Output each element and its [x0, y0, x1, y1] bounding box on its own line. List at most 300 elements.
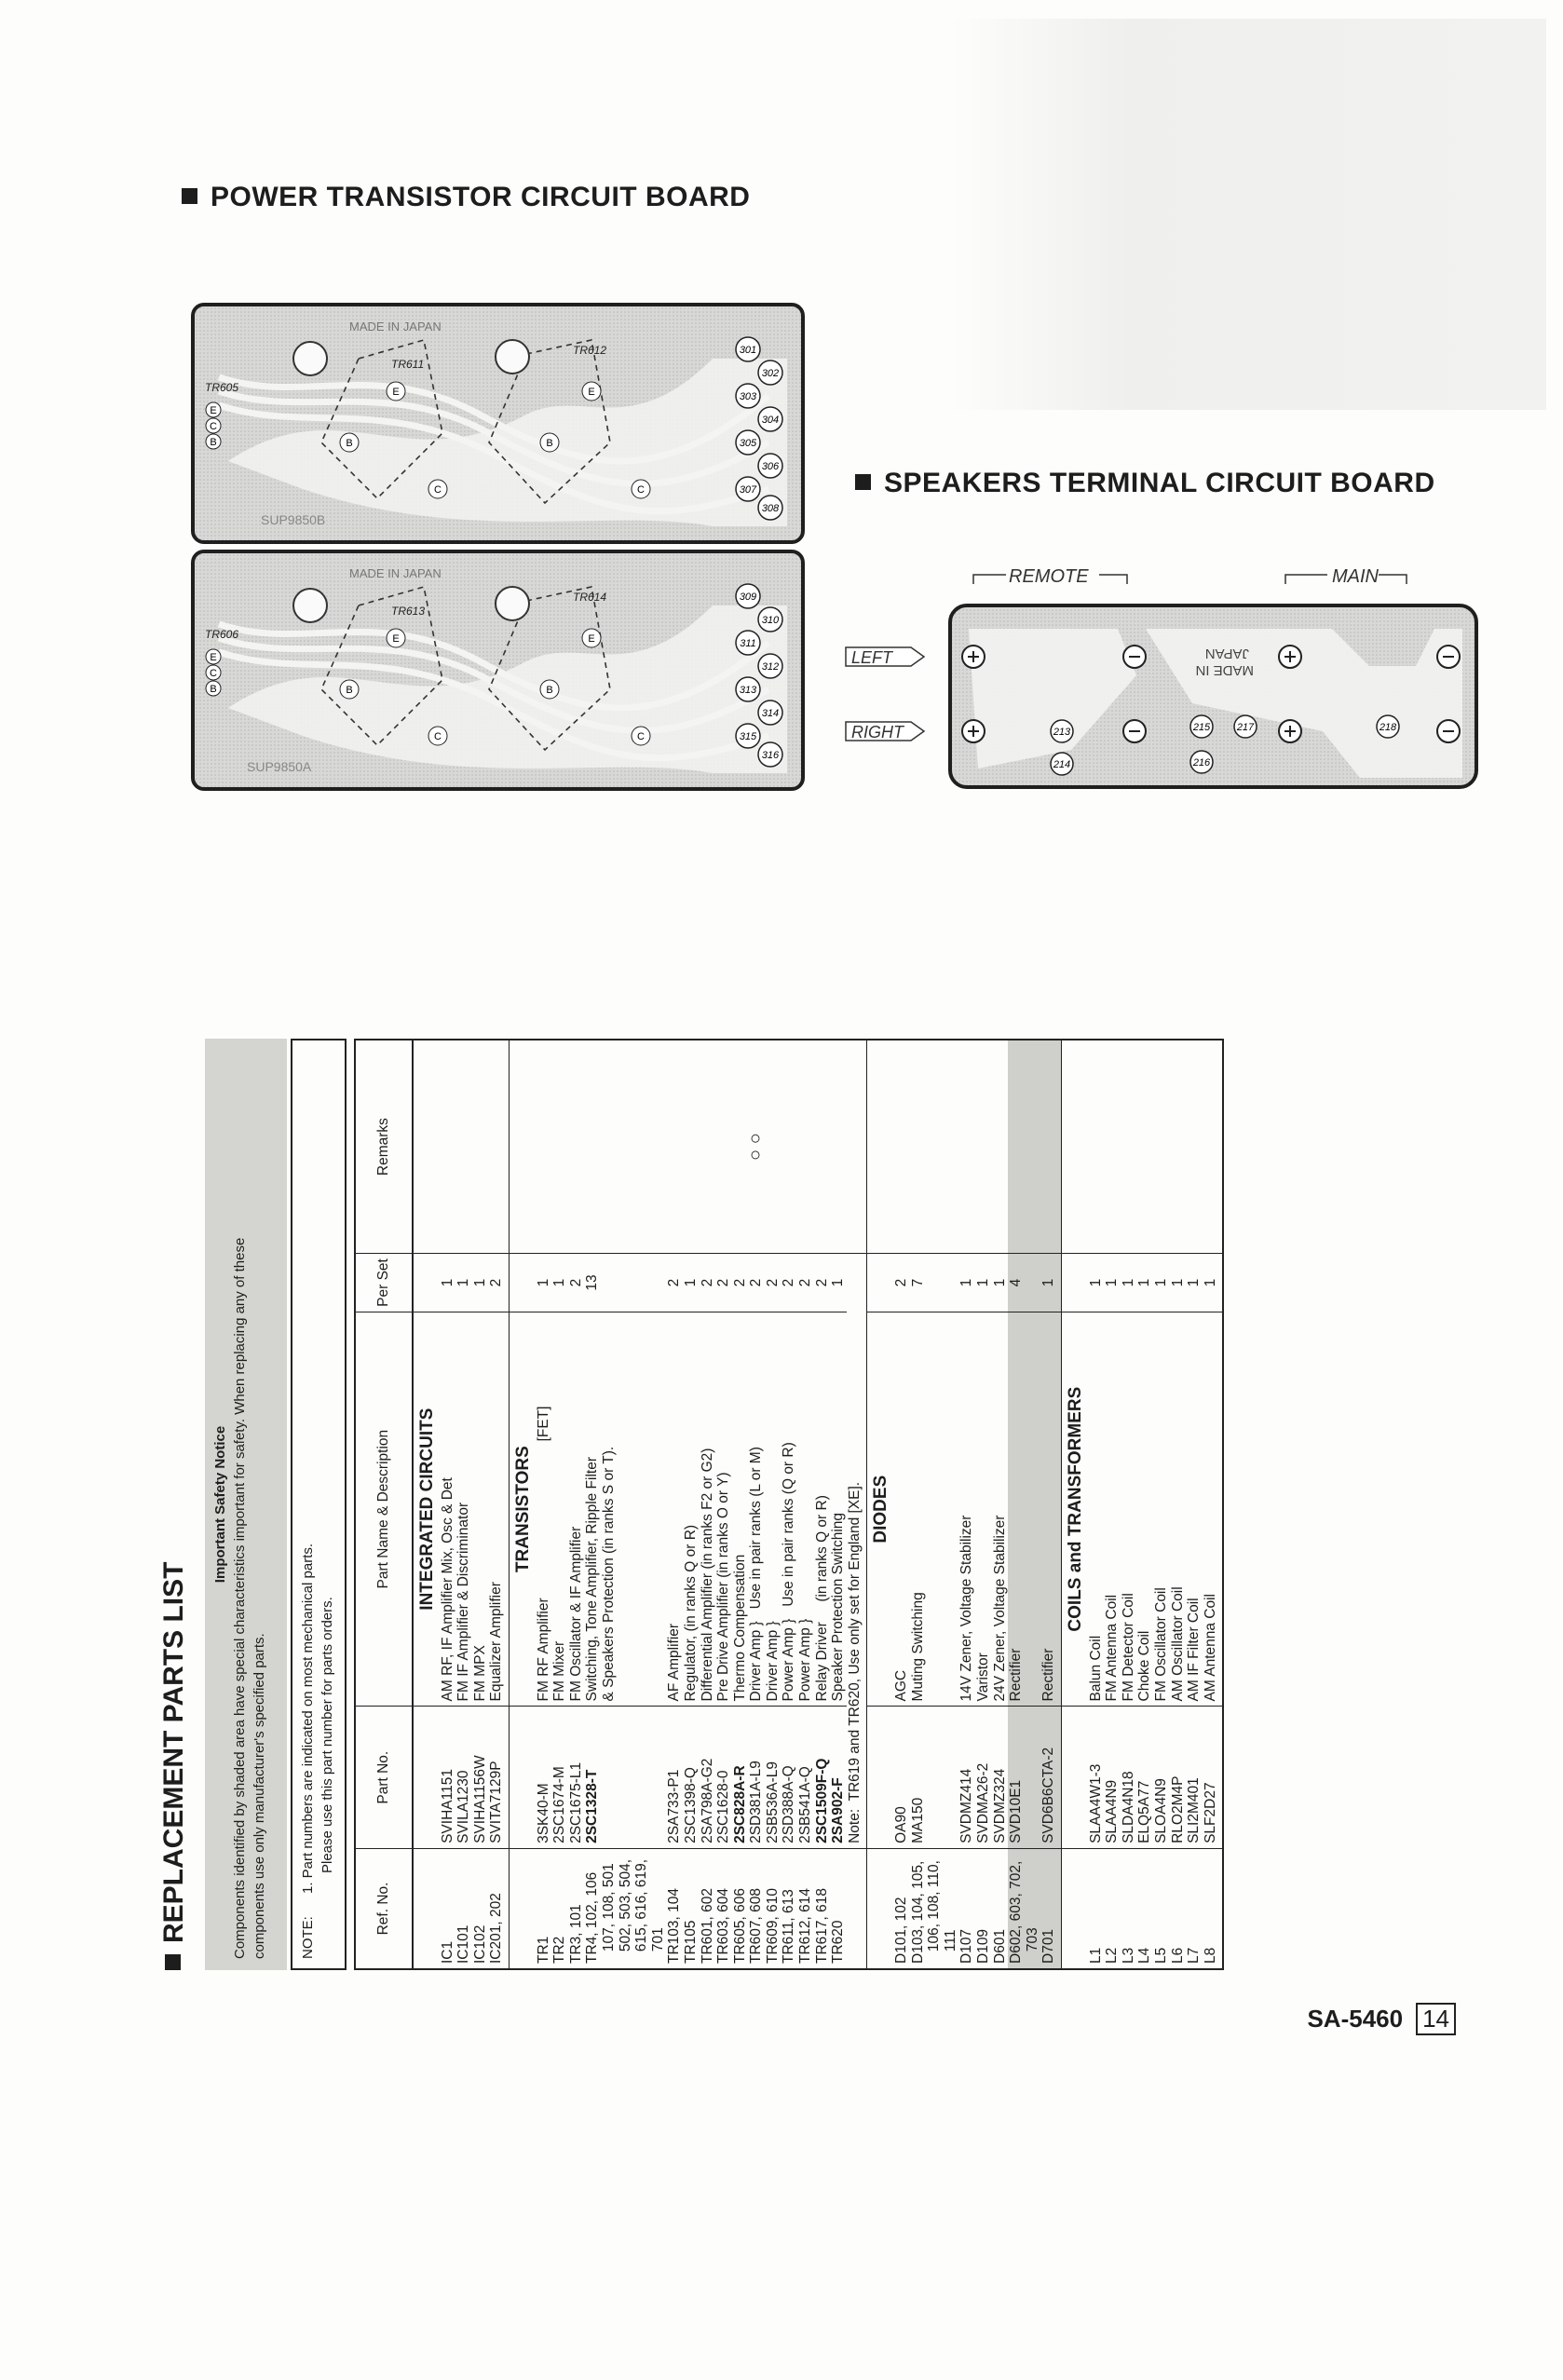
remarks-cell — [551, 1040, 568, 1254]
power-board-upper — [193, 305, 803, 542]
desc-cell: Speaker Protection Switching — [830, 1312, 847, 1707]
per-cell — [1025, 1254, 1041, 1312]
ref-cell: IC102 — [472, 1848, 489, 1969]
svg-text:C: C — [210, 421, 217, 432]
part-cell: SVDMA26-2 — [975, 1707, 992, 1848]
parts-list-region — [158, 1039, 1218, 2380]
section-title: INTEGRATED CIRCUITS — [413, 1312, 440, 1707]
desc-cell: 14V Zener, Voltage Stabilizer — [958, 1312, 975, 1707]
section-spacer-cell — [1061, 1848, 1087, 1969]
remarks-cell — [975, 1040, 992, 1254]
per-cell: 7 — [910, 1254, 927, 1312]
section-spacer-cell — [413, 1848, 440, 1969]
table-row — [633, 1040, 650, 1969]
ref-cell: D103, 104, 105, — [910, 1848, 927, 1969]
ref-cell: TR607, 608 — [748, 1848, 765, 1969]
svg-text:MADE IN JAPAN: MADE IN JAPAN — [349, 320, 442, 333]
desc-cell: Power Amp } Use in pair ranks (Q or R) — [781, 1312, 797, 1707]
desc-cell — [926, 1312, 943, 1707]
desc-cell: AGC — [893, 1312, 910, 1707]
table-row — [992, 1040, 1009, 1969]
power-transistor-board-diagram — [191, 303, 810, 796]
part-cell: SVDMZ324 — [992, 1707, 1009, 1848]
svg-text:TR613: TR613 — [391, 605, 426, 618]
remarks-cell — [814, 1040, 831, 1254]
part-cell — [943, 1707, 959, 1848]
svg-text:TR612: TR612 — [573, 344, 607, 357]
remarks-cell — [1040, 1040, 1061, 1254]
per-cell — [926, 1254, 943, 1312]
per-cell: 2 — [814, 1254, 831, 1312]
remarks-cell — [1008, 1040, 1025, 1254]
remarks-cell — [472, 1040, 489, 1254]
desc-cell: & Speakers Protection (in ranks S or T). — [601, 1312, 618, 1707]
remarks-cell: ○ ○ — [748, 1040, 765, 1254]
remarks-cell — [1186, 1040, 1203, 1254]
per-cell: 4 — [1008, 1254, 1025, 1312]
speaker-board-title: SPEAKERS TERMINAL CIRCUIT BOARD — [855, 468, 1435, 499]
per-cell: 1 — [1040, 1254, 1061, 1312]
remarks-cell — [1025, 1040, 1041, 1254]
remarks-cell — [926, 1040, 943, 1254]
svg-text:310: 310 — [761, 615, 780, 626]
page-number: 14 — [1416, 2003, 1456, 2035]
svg-text:308: 308 — [761, 503, 780, 514]
section-spacer-cell — [509, 1040, 535, 1254]
per-cell: 2 — [666, 1254, 683, 1312]
ref-cell: L7 — [1186, 1848, 1203, 1969]
table-row — [830, 1040, 847, 1969]
table-row — [1170, 1040, 1187, 1969]
svg-text:B: B — [210, 684, 217, 695]
desc-cell: Relay Driver (in ranks Q or R) — [814, 1312, 831, 1707]
table-row — [1008, 1040, 1025, 1969]
page-footer — [1307, 2003, 1456, 2035]
section-spacer-cell — [509, 1707, 535, 1848]
svg-text:307: 307 — [739, 484, 757, 496]
desc-cell: Driver Amp } Use in pair ranks (L or M) — [748, 1312, 765, 1707]
section-spacer-cell — [1061, 1254, 1087, 1312]
section-spacer-cell — [867, 1848, 893, 1969]
svg-text:214: 214 — [1053, 759, 1071, 770]
part-cell: 2SB536A-L9 — [765, 1707, 782, 1848]
svg-text:SUP9850B: SUP9850B — [261, 512, 326, 527]
ref-cell: L4 — [1136, 1848, 1153, 1969]
svg-text:216: 216 — [1192, 757, 1211, 768]
table-row — [700, 1040, 716, 1969]
remarks-cell — [568, 1040, 585, 1254]
header-desc: Part Name & Description — [355, 1312, 413, 1707]
part-cell: SLOA4N9 — [1153, 1707, 1170, 1848]
table-row — [455, 1040, 472, 1969]
svg-text:311: 311 — [740, 638, 756, 649]
part-cell — [650, 1707, 667, 1848]
part-cell: SVITA7129P — [488, 1707, 509, 1848]
per-cell: 1 — [1136, 1254, 1153, 1312]
remarks-cell — [633, 1040, 650, 1254]
table-row — [958, 1040, 975, 1969]
desc-cell — [650, 1312, 667, 1707]
table-row — [748, 1040, 765, 1969]
model-number: SA-5460 — [1307, 2005, 1404, 2033]
per-cell: 1 — [1170, 1254, 1187, 1312]
part-cell — [618, 1707, 634, 1848]
desc-cell: FM Antenna Coil — [1104, 1312, 1121, 1707]
remarks-cell — [455, 1040, 472, 1254]
parts-table — [354, 1039, 1224, 1970]
desc-cell: Switching, Tone Amplifier, Ripple Filter — [584, 1312, 601, 1707]
parts-list-title: REPLACEMENT PARTS LIST — [158, 1562, 190, 1970]
svg-text:TR605: TR605 — [205, 381, 239, 394]
ref-cell: D107 — [958, 1848, 975, 1969]
ref-cell: L2 — [1104, 1848, 1121, 1969]
section-spacer-cell — [867, 1040, 893, 1254]
part-cell: SVD6B6CTA-2 — [1040, 1707, 1061, 1848]
table-row — [650, 1040, 667, 1969]
per-cell: 2 — [797, 1254, 814, 1312]
ref-cell: L1 — [1088, 1848, 1105, 1969]
svg-text:B: B — [346, 685, 353, 696]
section-heading-row — [1061, 1040, 1087, 1969]
desc-cell: FM Oscillator & IF Amplifier — [568, 1312, 585, 1707]
svg-text:E: E — [392, 633, 400, 645]
ref-cell: L3 — [1121, 1848, 1137, 1969]
remarks-cell — [1088, 1040, 1105, 1254]
svg-text:314: 314 — [761, 708, 780, 719]
remarks-cell — [910, 1040, 927, 1254]
desc-cell — [633, 1312, 650, 1707]
table-row — [488, 1040, 509, 1969]
ref-cell: 106, 108, 110, — [926, 1848, 943, 1969]
section-title: DIODES — [867, 1312, 893, 1707]
svg-text:TR611: TR611 — [391, 358, 425, 371]
remarks-cell — [1104, 1040, 1121, 1254]
section-spacer-cell — [413, 1040, 440, 1254]
per-cell: 1 — [992, 1254, 1009, 1312]
table-row — [440, 1040, 456, 1969]
ref-cell: IC1 — [440, 1848, 456, 1969]
svg-text:E: E — [210, 652, 217, 663]
remarks-cell — [666, 1040, 683, 1254]
ref-cell: D109 — [975, 1848, 992, 1969]
svg-text:218: 218 — [1379, 722, 1397, 733]
per-cell: 1 — [551, 1254, 568, 1312]
part-cell: MA150 — [910, 1707, 927, 1848]
remarks-cell — [893, 1040, 910, 1254]
safety-notice: Important Safety Notice Components identified by shaded area have special characteristics important for safety. When replacing any of these components use only manufacturer's specified parts. — [205, 1039, 287, 1970]
svg-text:C: C — [434, 484, 442, 496]
table-row — [926, 1040, 943, 1969]
table-row — [618, 1040, 634, 1969]
part-cell: 2SC1674-M — [551, 1707, 568, 1848]
table-row — [797, 1040, 814, 1969]
part-cell: SLDA4N18 — [1121, 1707, 1137, 1848]
ref-cell: L5 — [1153, 1848, 1170, 1969]
table-row — [975, 1040, 992, 1969]
part-cell: 2SC1628-0 — [715, 1707, 732, 1848]
svg-text:305: 305 — [739, 438, 757, 449]
desc-cell: FM RF Amplifier [FET] — [536, 1312, 552, 1707]
table-row — [1136, 1040, 1153, 1969]
table-row — [551, 1040, 568, 1969]
svg-text:MADE IN: MADE IN — [1195, 662, 1254, 678]
remarks-cell — [536, 1040, 552, 1254]
per-cell: 2 — [893, 1254, 910, 1312]
section-spacer-cell — [413, 1707, 440, 1848]
svg-text:306: 306 — [761, 461, 780, 472]
svg-text:B: B — [210, 437, 217, 448]
part-cell: 2SD381A-L9 — [748, 1707, 765, 1848]
table-row — [1025, 1040, 1041, 1969]
ref-cell: TR612, 614 — [797, 1848, 814, 1969]
ref-cell: L6 — [1170, 1848, 1187, 1969]
per-cell: 2 — [781, 1254, 797, 1312]
remarks-cell — [1136, 1040, 1153, 1254]
svg-text:REMOTE: REMOTE — [1009, 566, 1089, 587]
svg-text:316: 316 — [761, 750, 780, 761]
desc-cell: FM Detector Coil — [1121, 1312, 1137, 1707]
part-cell: 2SA902-F — [830, 1707, 847, 1848]
per-cell: 2 — [488, 1254, 509, 1312]
remarks-cell — [618, 1040, 634, 1254]
ref-cell: TR3, 101 — [568, 1848, 585, 1969]
ref-cell: 107, 108, 501 — [601, 1848, 618, 1969]
ref-cell: 502, 503, 504, — [618, 1848, 634, 1969]
desc-cell: AM Antenna Coil — [1203, 1312, 1224, 1707]
svg-text:TR606: TR606 — [205, 628, 239, 641]
table-row — [765, 1040, 782, 1969]
desc-cell: FM MPX — [472, 1312, 489, 1707]
svg-text:LEFT: LEFT — [851, 648, 893, 667]
per-cell: 1 — [536, 1254, 552, 1312]
ref-cell: D701 — [1040, 1848, 1061, 1969]
part-cell: Note: TR619 and TR620, Use only set for England [XE]. — [847, 1254, 867, 1849]
per-cell: 1 — [472, 1254, 489, 1312]
per-cell: 1 — [440, 1254, 456, 1312]
header-per: Per Set — [355, 1254, 413, 1312]
remarks-cell — [700, 1040, 716, 1254]
table-row — [732, 1040, 749, 1969]
ref-cell: IC101 — [455, 1848, 472, 1969]
part-cell: 2SC828A-R — [732, 1707, 749, 1848]
svg-text:B: B — [546, 438, 553, 449]
per-cell — [618, 1254, 634, 1312]
desc-cell: 24V Zener, Voltage Stabilizer — [992, 1312, 1009, 1707]
part-cell: 2SD388A-Q — [781, 1707, 797, 1848]
per-cell: 1 — [455, 1254, 472, 1312]
part-cell: SLAA4N9 — [1104, 1707, 1121, 1848]
remarks-cell — [1170, 1040, 1187, 1254]
power-board-title: POWER TRANSISTOR CIRCUIT BOARD — [182, 182, 750, 213]
table-row — [1203, 1040, 1224, 1969]
table-row — [893, 1040, 910, 1969]
speaker-terminal-board-diagram — [838, 564, 1481, 796]
svg-text:315: 315 — [739, 731, 757, 742]
desc-cell: Rectifier — [1008, 1312, 1025, 1707]
svg-text:302: 302 — [761, 368, 780, 379]
desc-cell: Muting Switching — [910, 1312, 927, 1707]
header-remarks: Remarks — [355, 1040, 413, 1254]
table-row — [584, 1040, 601, 1969]
ref-cell: 701 — [650, 1848, 667, 1969]
ref-cell: TR617, 618 — [814, 1848, 831, 1969]
ref-cell: TR603, 604 — [715, 1848, 732, 1969]
section-title: COILS and TRANSFORMERS — [1061, 1312, 1087, 1707]
table-row — [1088, 1040, 1105, 1969]
ref-cell: IC201, 202 — [488, 1848, 509, 1969]
header-ref: Ref. No. — [355, 1848, 413, 1969]
ref-cell: TR605, 606 — [732, 1848, 749, 1969]
desc-cell: Differential Amplifier (in ranks F2 or G2) — [700, 1312, 716, 1707]
svg-text:B: B — [346, 438, 353, 449]
remarks-cell — [584, 1040, 601, 1254]
part-cell: SLI2M401 — [1186, 1707, 1203, 1848]
part-cell: 2SA798A-G2 — [700, 1707, 716, 1848]
desc-cell: Power Amp } — [797, 1312, 814, 1707]
svg-text:C: C — [637, 731, 645, 742]
svg-text:213: 213 — [1053, 727, 1071, 738]
desc-cell: AM IF Filter Coil — [1186, 1312, 1203, 1707]
table-row — [943, 1040, 959, 1969]
desc-cell: Choke Coil — [1136, 1312, 1153, 1707]
per-cell: 13 — [584, 1254, 601, 1312]
per-cell: 2 — [700, 1254, 716, 1312]
desc-cell: Balun Coil — [1088, 1312, 1105, 1707]
per-cell — [943, 1254, 959, 1312]
desc-cell: FM Mixer — [551, 1312, 568, 1707]
table-row — [1104, 1040, 1121, 1969]
part-cell: 2SC1328-T — [584, 1707, 601, 1848]
section-spacer-cell — [413, 1254, 440, 1312]
part-cell — [1025, 1707, 1041, 1848]
svg-text:E: E — [588, 387, 595, 398]
desc-cell: Regulator, (in ranks Q or R) — [683, 1312, 700, 1707]
per-cell — [601, 1254, 618, 1312]
per-cell: 2 — [732, 1254, 749, 1312]
ref-cell: 111 — [943, 1848, 959, 1969]
svg-text:C: C — [434, 731, 442, 742]
table-row — [601, 1040, 618, 1969]
table-row — [910, 1040, 927, 1969]
remarks-cell — [1121, 1040, 1137, 1254]
desc-cell: AM RF, IF Amplifier Mix, Osc & Det — [440, 1312, 456, 1707]
svg-text:E: E — [392, 387, 400, 398]
desc-cell: Thermo Compensation — [732, 1312, 749, 1707]
replacement-parts-list — [158, 1039, 1500, 1970]
remarks-cell — [781, 1040, 797, 1254]
header-part: Part No. — [355, 1707, 413, 1848]
desc-cell — [618, 1312, 634, 1707]
remarks-cell — [601, 1040, 618, 1254]
section-spacer-cell — [509, 1254, 535, 1312]
part-cell: SVD10E1 — [1008, 1707, 1025, 1848]
part-cell: SVIHA1156W — [472, 1707, 489, 1848]
section-spacer-cell — [1061, 1040, 1087, 1254]
ref-cell: TR2 — [551, 1848, 568, 1969]
table-row — [536, 1040, 552, 1969]
desc-cell: AF Amplifier — [666, 1312, 683, 1707]
desc-cell: FM IF Amplifier & Discriminator — [455, 1312, 472, 1707]
per-cell: 1 — [1153, 1254, 1170, 1312]
part-cell: 2SC1675-L1 — [568, 1707, 585, 1848]
ref-cell: TR103, 104 — [666, 1848, 683, 1969]
section-spacer-cell — [509, 1848, 535, 1969]
desc-cell: Rectifier — [1040, 1312, 1061, 1707]
section-spacer-cell — [867, 1707, 893, 1848]
svg-text:MADE IN JAPAN: MADE IN JAPAN — [349, 566, 442, 580]
ref-cell: TR4, 102, 106 — [584, 1848, 601, 1969]
per-cell: 1 — [1121, 1254, 1137, 1312]
section-spacer-cell — [867, 1254, 893, 1312]
remarks-cell — [715, 1040, 732, 1254]
section-heading-row — [509, 1040, 535, 1969]
svg-text:RIGHT: RIGHT — [851, 723, 904, 741]
desc-cell — [1025, 1312, 1041, 1707]
per-cell — [633, 1254, 650, 1312]
part-cell: 3SK40-M — [536, 1707, 552, 1848]
ref-cell: TR609, 610 — [765, 1848, 782, 1969]
remarks-cell — [847, 1040, 867, 1254]
per-cell: 1 — [683, 1254, 700, 1312]
svg-text:MAIN: MAIN — [1332, 566, 1379, 587]
svg-text:C: C — [637, 484, 645, 496]
per-cell: 2 — [765, 1254, 782, 1312]
per-cell: 2 — [748, 1254, 765, 1312]
remarks-cell — [1203, 1040, 1224, 1254]
desc-cell: Varistor — [975, 1312, 992, 1707]
ref-cell: TR611, 613 — [781, 1848, 797, 1969]
desc-cell: Pre Drive Amplifier (in ranks O or Y) — [715, 1312, 732, 1707]
part-cell: 2SC1509F-Q — [814, 1707, 831, 1848]
per-cell: 1 — [830, 1254, 847, 1312]
remarks-cell — [992, 1040, 1009, 1254]
per-cell: 1 — [975, 1254, 992, 1312]
ref-cell: TR620 — [830, 1848, 847, 1969]
desc-cell: AM Oscillator Coil — [1170, 1312, 1187, 1707]
desc-cell: FM Oscillator Coil — [1153, 1312, 1170, 1707]
remarks-cell — [440, 1040, 456, 1254]
svg-text:JAPAN: JAPAN — [1204, 646, 1249, 661]
part-cell: 2SA733-P1 — [666, 1707, 683, 1848]
power-board-lower — [193, 551, 803, 789]
desc-cell — [943, 1312, 959, 1707]
svg-text:C: C — [210, 668, 217, 679]
per-cell: 1 — [1186, 1254, 1203, 1312]
per-cell — [650, 1254, 667, 1312]
table-row — [1153, 1040, 1170, 1969]
part-cell: OA90 — [893, 1707, 910, 1848]
svg-text:313: 313 — [739, 685, 757, 696]
part-cell: SLF2D27 — [1203, 1707, 1224, 1848]
ref-cell: D602, 603, 702, — [1008, 1848, 1025, 1969]
section-heading-row — [867, 1040, 893, 1969]
svg-text:SUP9850A: SUP9850A — [247, 759, 312, 774]
remarks-cell — [683, 1040, 700, 1254]
table-row — [715, 1040, 732, 1969]
ref-cell: 703 — [1025, 1848, 1041, 1969]
table-row — [814, 1040, 831, 1969]
ref-cell: D601 — [992, 1848, 1009, 1969]
table-row — [666, 1040, 683, 1969]
svg-text:301: 301 — [739, 345, 757, 356]
part-cell — [926, 1707, 943, 1848]
ref-cell: D101, 102 — [893, 1848, 910, 1969]
per-cell: 2 — [715, 1254, 732, 1312]
svg-text:TR614: TR614 — [573, 591, 607, 604]
per-cell: 1 — [1104, 1254, 1121, 1312]
part-cell: SLAA4W1-3 — [1088, 1707, 1105, 1848]
table-row — [1121, 1040, 1137, 1969]
